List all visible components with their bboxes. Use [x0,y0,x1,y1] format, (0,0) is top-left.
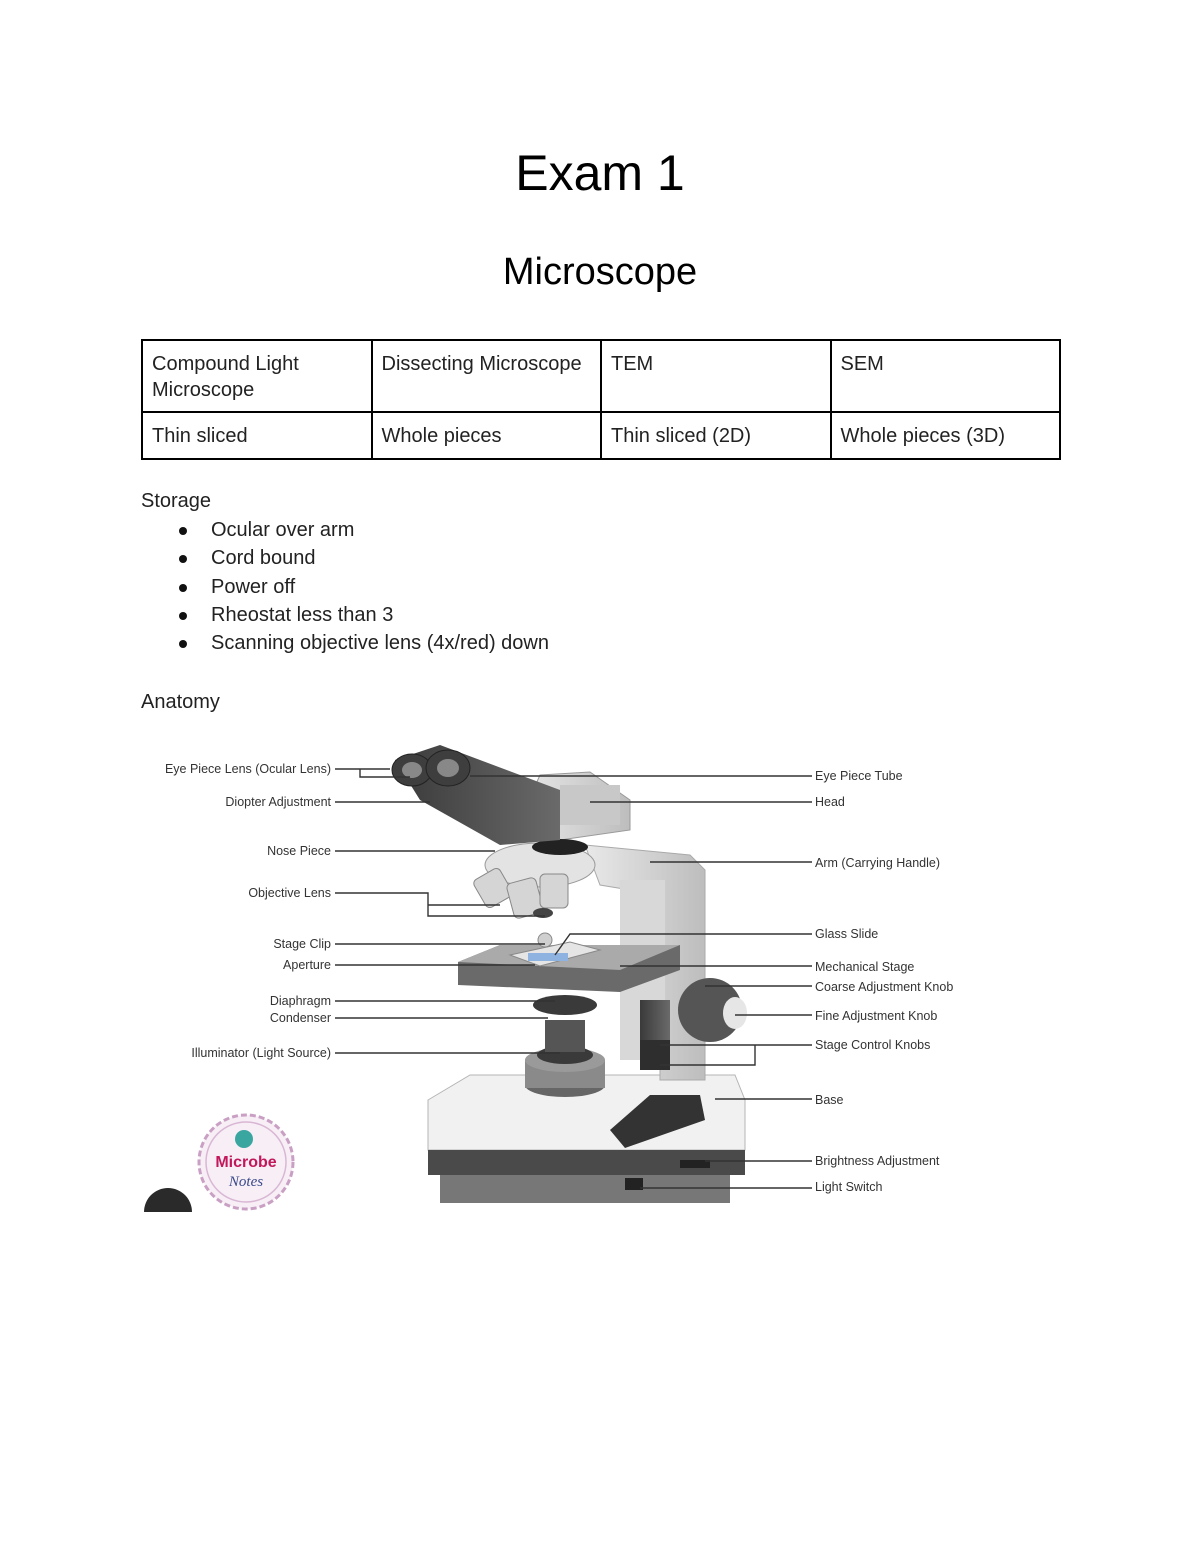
illuminator-shape [525,1020,605,1097]
list-item: Rheostat less than 3 [141,601,549,629]
table-row [142,412,1060,459]
microscope-types-table [141,339,1061,460]
nosepiece-shape [472,843,595,919]
label-diopter: Diopter Adjustment [225,795,331,809]
bullet-icon [179,612,187,620]
microbe-notes-logo [199,1115,293,1209]
storage-heading: Storage [141,490,212,512]
label-mechanical-stage: Mechanical Stage [815,960,915,974]
label-stage-clip: Stage Clip [273,937,331,951]
label-stage-control-knobs: Stage Control Knobs [815,1038,931,1052]
list-item: Power off [141,573,549,601]
list-item: Cord bound [141,544,549,572]
label-diaphragm: Diaphragm [269,994,331,1008]
label-arm: Arm (Carrying Handle) [815,856,941,870]
table-cell-sem: SEM [831,340,1061,412]
label-objective-lens: Objective Lens [248,886,331,900]
label-nose-piece: Nose Piece [267,844,331,858]
condenser-shape [533,995,597,1015]
table-cell-compound: Compound Light Microscope [142,340,372,412]
globe-icon [235,1130,253,1148]
bullet-icon [179,640,187,648]
label-brightness: Brightness Adjustment [815,1154,940,1168]
table-cell-compound-specimen: Thin sliced [142,412,372,459]
page-subtitle: Microscope [502,251,698,293]
svg-text:Notes: Notes [228,1174,264,1190]
label-eyepiece-lens: Eye Piece Lens (Ocular Lens) [164,762,331,776]
label-eyepiece-tube: Eye Piece Tube [815,769,903,783]
label-base: Base [815,1093,844,1107]
microscope-diagram [0,720,1200,1220]
list-item: Scanning objective lens (4x/red) down [141,629,549,657]
table-cell-dissecting: Dissecting Microscope [372,340,602,412]
label-fine-knob: Fine Adjustment Knob [815,1009,938,1023]
label-aperture: Aperture [283,958,331,972]
bullet-icon [179,527,187,535]
table-row [142,340,1060,412]
label-glass-slide: Glass Slide [815,927,879,941]
label-light-switch: Light Switch [815,1180,883,1194]
corner-shape [144,1188,192,1212]
table-cell-tem: TEM [601,340,831,412]
bullet-icon [179,584,187,592]
list-item: Ocular over arm [141,516,549,544]
label-head: Head [815,795,845,809]
bullet-icon [179,555,187,563]
eyepiece-shape [392,745,560,845]
table-cell-sem-specimen: Whole pieces (3D) [831,412,1061,459]
anatomy-heading: Anatomy [141,691,220,713]
label-illuminator: Illuminator (Light Source) [191,1046,331,1060]
storage-list [141,516,549,657]
svg-text:Microbe: Microbe [215,1154,277,1171]
table-cell-tem-specimen: Thin sliced (2D) [601,412,831,459]
table-cell-dissecting-specimen: Whole pieces [372,412,602,459]
label-coarse-knob: Coarse Adjustment Knob [815,980,954,994]
page-title: Exam 1 [515,145,685,201]
label-condenser: Condenser [269,1011,331,1025]
